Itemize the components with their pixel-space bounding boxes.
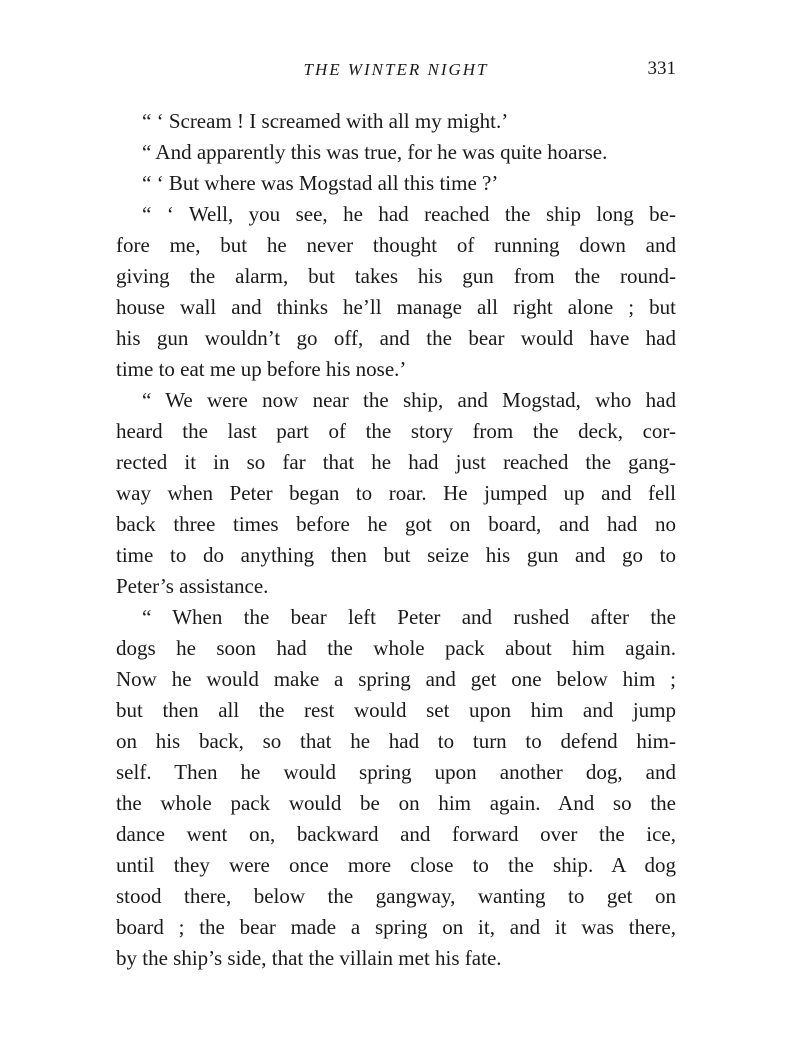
text-line: house wall and thinks he’ll manage all right alone ; but bbox=[116, 295, 676, 319]
text-line: his gun wouldn’t go off, and the bear would have had bbox=[116, 326, 676, 350]
text-line: “ And apparently this was true, for he was quite hoarse. bbox=[142, 140, 608, 164]
text-line: way when Peter began to roar. He jumped up and fell bbox=[116, 481, 676, 505]
text-line: fore me, but he never thought of running down and bbox=[116, 233, 676, 257]
text-line: Peter’s assistance. bbox=[116, 574, 269, 598]
text-line: stood there, below the gangway, wanting to get on bbox=[116, 884, 676, 908]
text-line: board ; the bear made a spring on it, and it was there, bbox=[116, 915, 676, 939]
text-line: back three times before he got on board, and had no bbox=[116, 512, 676, 536]
text-line: time to eat me up before his nose.’ bbox=[116, 357, 407, 381]
running-head bbox=[116, 60, 676, 86]
text-line: “ When the bear left Peter and rushed after the bbox=[142, 605, 676, 629]
running-title: THE WINTER NIGHT bbox=[303, 60, 489, 79]
page-number: 331 bbox=[647, 58, 676, 79]
text-line: Now he would make a spring and get one below him ; bbox=[116, 667, 676, 691]
text-line: giving the alarm, but takes his gun from the round- bbox=[116, 264, 676, 288]
text-line: rected it in so far that he had just reached the gang- bbox=[116, 450, 676, 474]
body-text bbox=[116, 106, 676, 974]
text-line: by the ship’s side, that the villain met his fate. bbox=[116, 946, 502, 970]
text-line: “ We were now near the ship, and Mogstad, who had bbox=[142, 388, 676, 412]
text-line: the whole pack would be on him again. And so the bbox=[116, 791, 676, 815]
text-line: time to do anything then but seize his gun and go to bbox=[116, 543, 676, 567]
text-line: dance went on, backward and forward over the ice, bbox=[116, 822, 676, 846]
text-line: dogs he soon had the whole pack about him again. bbox=[116, 636, 676, 660]
text-line: heard the last part of the story from the deck, cor- bbox=[116, 419, 676, 443]
text-line: on his back, so that he had to turn to defend him- bbox=[116, 729, 676, 753]
text-line: “ ‘ But where was Mogstad all this time ?’ bbox=[142, 171, 499, 195]
text-line: until they were once more close to the ship. A dog bbox=[116, 853, 676, 877]
text-line: but then all the rest would set upon him and jump bbox=[116, 698, 676, 722]
text-line: “ ‘ Scream ! I screamed with all my might.’ bbox=[142, 109, 509, 133]
text-line: “ ‘ Well, you see, he had reached the ship long be- bbox=[142, 202, 676, 226]
text-line: self. Then he would spring upon another dog, and bbox=[116, 760, 676, 784]
